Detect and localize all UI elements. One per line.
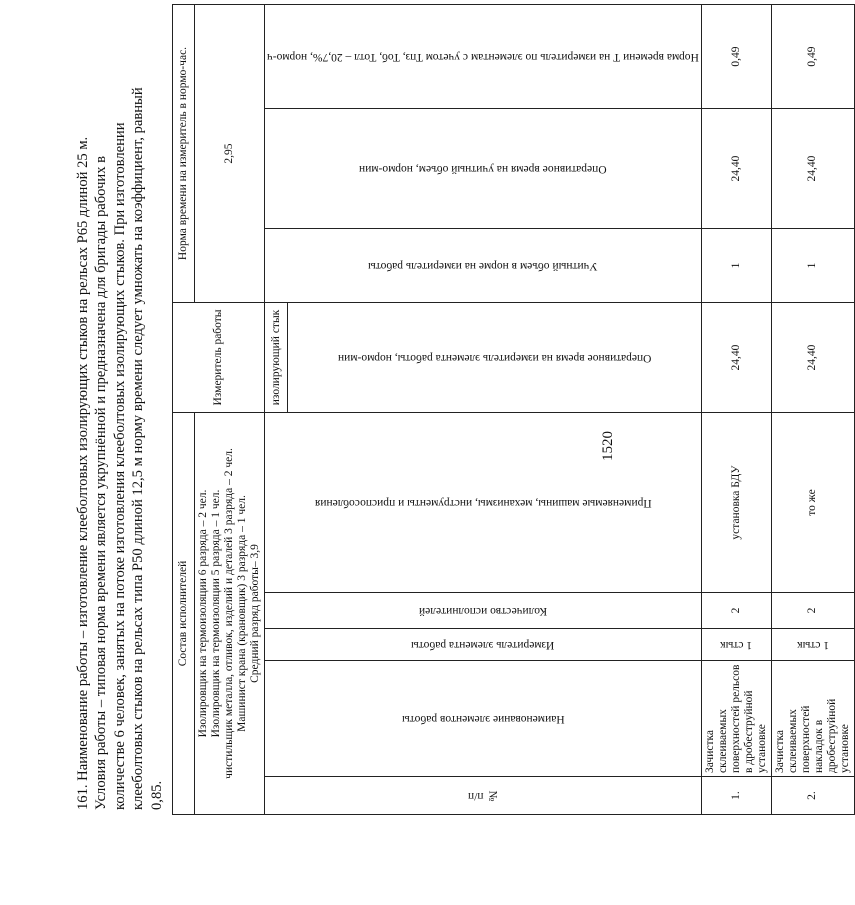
col-name-label: Наименование элементов работы [401,713,565,725]
col-name-header [265,661,702,777]
page-number: 1520 [600,431,616,461]
row-op-vol: 24,40 [701,109,771,229]
work-description [74,75,166,810]
col-machines-header [265,413,702,593]
row-norm: 0,49 [701,5,771,109]
row-machine: установка БДУ [701,413,771,593]
col-elem-meter-header [265,629,702,661]
row-op-time: 24,40 [771,303,854,413]
norm-value: 2,95 [195,5,265,303]
row-meter [701,629,771,661]
row-name: Зачистка склеиваемых поверхностей накладок в дробеструйной установке [771,661,854,777]
description-line: 0,85. [148,780,165,810]
col-op-time-header [288,303,701,413]
composition-header: Состав исполнителей [173,413,195,815]
composition-line: Машинист крана (крановщик) 3 разряда – 1 чел. [236,495,248,732]
col-workers-header [265,593,702,629]
col-elem-meter-label: Измеритель элемента работы [411,639,555,651]
norm-table [172,4,855,815]
description-line: количестве 6 человек, занятых на потоке изготовления клееболтовых изолирующих стыков. При изготовлении [111,122,128,810]
row-volume: 1 [771,229,854,303]
col-op-time-vol-header [265,109,702,229]
composition-line: Средний разряд работы– 3,9 [249,544,261,683]
row-meter [771,629,854,661]
col-norm-t-header [265,5,702,109]
row-volume: 1 [701,229,771,303]
meter-value: изолирующий стык [265,303,288,413]
description-line: 161. Наименование работы – изготовление клееболтовых изолирующих стыков на рельсах Р65 длиной 25 м. [75,136,91,810]
row-workers: 2 [701,593,771,629]
col-op-time-vol-label: Оперативное время на учитный объем, нормо-мин [359,163,607,175]
row-op-vol: 24,40 [771,109,854,229]
col-volume-header [265,229,702,303]
row-num: 2. [771,777,854,815]
col-machines-label: Применяемые машины, механизмы, инструменты и приспособления [314,497,652,509]
composition-line: Изолировщик на термоизоляции 5 разряда – 1 чел. [210,489,222,738]
row-machine: то же [771,413,854,593]
row-meter-label: 1 стык [720,639,753,651]
col-num-header [265,777,702,815]
col-volume-label: Учитный объем в норме на измеритель работы [368,260,598,272]
row-meter-label: 1 стык [796,639,829,651]
row-num: 1. [701,777,771,815]
col-norm-t-label: Норма времени Т на измеритель по элементам с учетом Тпз, Тоб, Тотл – 20,7%, нормо-ч [267,51,699,63]
row-op-time: 24,40 [701,303,771,413]
table-row [771,5,854,815]
norm-header: Норма времени на измеритель в нормо-час. [173,5,195,303]
col-workers-label: Количество исполнителей [418,605,547,617]
description-line: клееболтовых стыков на рельсах типа Р50 длиной 12,5 м норму времени следует умножать на коэффициент, равный [130,87,147,810]
col-num-label: № п/п [467,790,499,802]
meter-row [265,5,288,815]
description-line: Условия работы – типовая норма времени является укрупнённой и предназначена для бригады рабочих в [93,155,110,810]
row-name: Зачистка склеиваемых поверхностей рельсов в дробеструйной установке [701,661,771,777]
meter-header: Измеритель работы [173,303,265,413]
composition-line: Изолировщик на термоизоляции 6 разряда – 2 чел. [197,489,209,738]
row-workers: 2 [771,593,854,629]
table-row [701,5,771,815]
col-op-time-label: Оперативное время на измеритель элемента работы, нормо-мин [337,352,652,364]
composition-line: чистильщик металла, отливок, изделий и деталей 3 разряда – 2 чел. [223,448,235,779]
composition-cell [195,413,265,815]
header-row-top [173,5,195,815]
row-norm: 0,49 [771,5,854,109]
